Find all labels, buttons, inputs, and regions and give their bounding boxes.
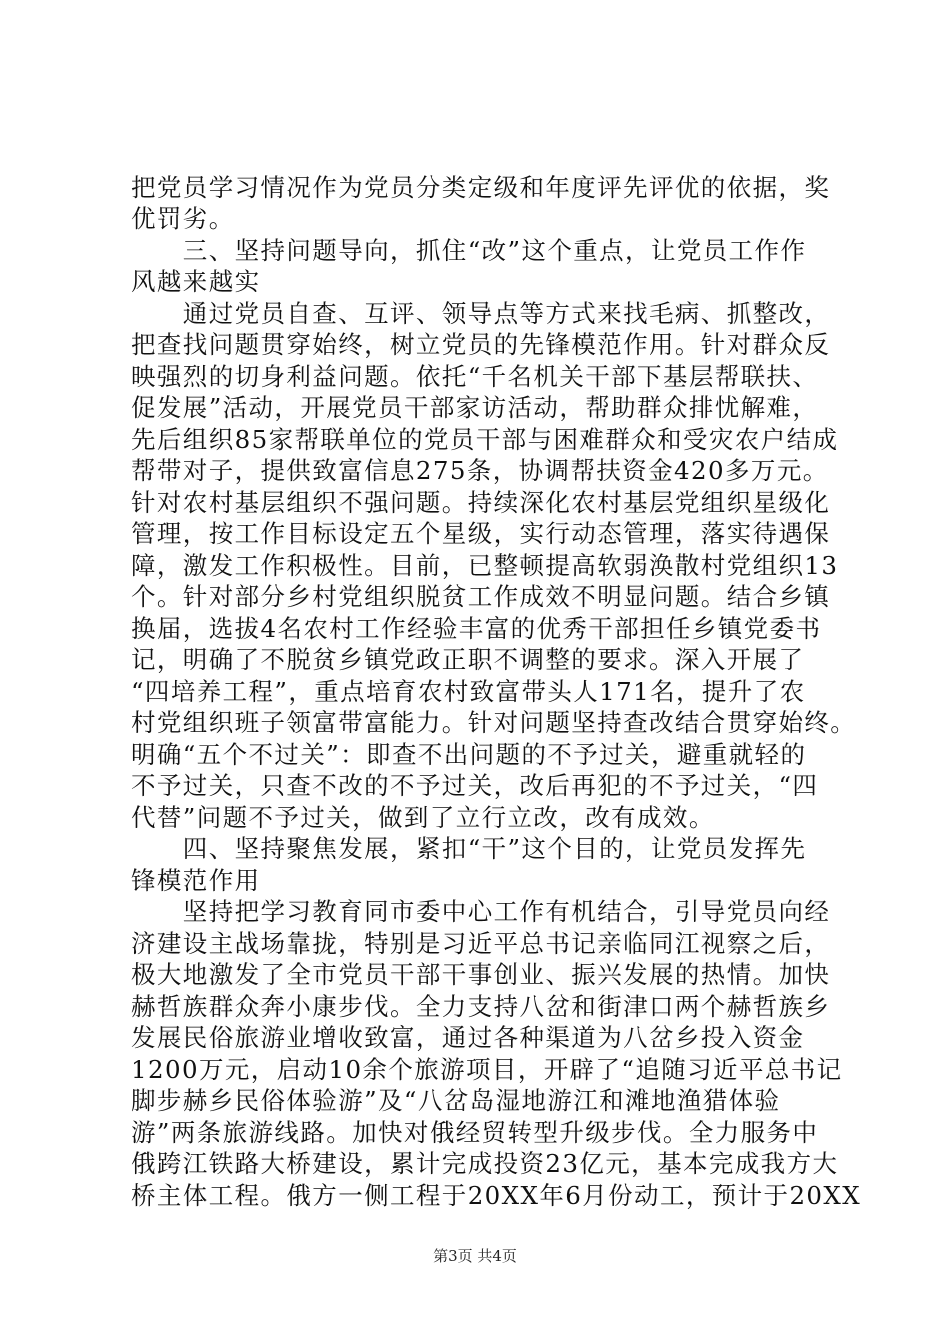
text-line: 俄跨江铁路大桥建设，累计完成投资23亿元，基本完成我方大	[131, 1149, 839, 1178]
text-line: “四培养工程”，重点培育农村致富带头人171名，提升了农	[131, 677, 806, 706]
section-heading: 三、坚持问题导向，抓住“改”这个重点，让党员工作作	[131, 236, 807, 265]
text-line: 1200万元，启动10余个旅游项目，开辟了“追随习近平总书记	[131, 1055, 843, 1084]
text-line: 明确“五个不过关”：即查不出问题的不予过关，避重就轻的	[131, 740, 807, 769]
section-heading: 锋模范作用	[131, 866, 261, 895]
text-line: 赫哲族群众奔小康步伐。全力支持八岔和街津口两个赫哲族乡	[131, 992, 831, 1021]
text-line: 映强烈的切身利益问题。依托“千名机关干部下基层帮联扶、	[131, 362, 819, 391]
text-line: 把查找问题贯穿始终，树立党员的先锋模范作用。针对群众反	[131, 330, 831, 359]
text-line: 村党组织班子领富带富能力。针对问题坚持查改结合贯穿始终。	[131, 708, 857, 737]
text-line: 记，明确了不脱贫乡镇党政正职不调整的要求。深入开展了	[131, 645, 805, 674]
text-line: 济建设主战场靠拢，特别是习近平总书记亲临同江视察之后，	[131, 929, 831, 958]
text-line: 桥主体工程。俄方一侧工程于20XX年6月份动工，预计于20XX	[131, 1181, 862, 1210]
text-line: 优罚劣。	[131, 204, 235, 233]
text-line: 个。针对部分乡村党组织脱贫工作成效不明显问题。结合乡镇	[131, 582, 831, 611]
text-line: 不予过关，只查不改的不予过关，改后再犯的不予过关，“四	[131, 771, 819, 800]
text-line: 脚步赫乡民俗体验游”及“八岔岛湿地游江和滩地渔猎体验	[131, 1086, 781, 1115]
text-line: 代替”问题不予过关，做到了立行立改，改有成效。	[131, 803, 715, 832]
text-line: 游”两条旅游线路。加快对俄经贸转型升级步伐。全力服务中	[131, 1118, 819, 1147]
text-line: 极大地激发了全市党员干部干事创业、振兴发展的热情。加快	[131, 960, 831, 989]
text-line: 促发展”活动，开展党员干部家访活动，帮助群众排忧解难，	[131, 393, 819, 422]
text-line: 管理，按工作目标设定五个星级，实行动态管理，落实待遇保	[131, 519, 831, 548]
page-number-footer: 第3页 共4页	[433, 1247, 517, 1265]
section-heading: 风越来越实	[131, 267, 261, 296]
text-line: 帮带对子，提供致富信息275条，协调帮扶资金420多万元。	[131, 456, 829, 485]
text-line: 针对农村基层组织不强问题。持续深化农村基层党组织星级化	[131, 488, 831, 517]
text-line: 坚持把学习教育同市委中心工作有机结合，引导党员向经	[131, 897, 831, 926]
text-line: 发展民俗旅游业增收致富，通过各种渠道为八岔乡投入资金	[131, 1023, 805, 1052]
text-line: 换届，选拔4名农村工作经验丰富的优秀干部担任乡镇党委书	[131, 614, 822, 643]
text-line: 先后组织85家帮联单位的党员干部与困难群众和受灾农户结成	[131, 425, 839, 454]
section-heading: 四、坚持聚焦发展，紧扣“干”这个目的，让党员发挥先	[131, 834, 807, 863]
text-line: 通过党员自查、互评、领导点等方式来找毛病、抓整改，	[131, 299, 831, 328]
text-line: 障，激发工作积极性。目前，已整顿提高软弱涣散村党组织13	[131, 551, 839, 580]
text-line: 把党员学习情况作为党员分类定级和年度评先评优的依据，奖	[131, 173, 831, 202]
